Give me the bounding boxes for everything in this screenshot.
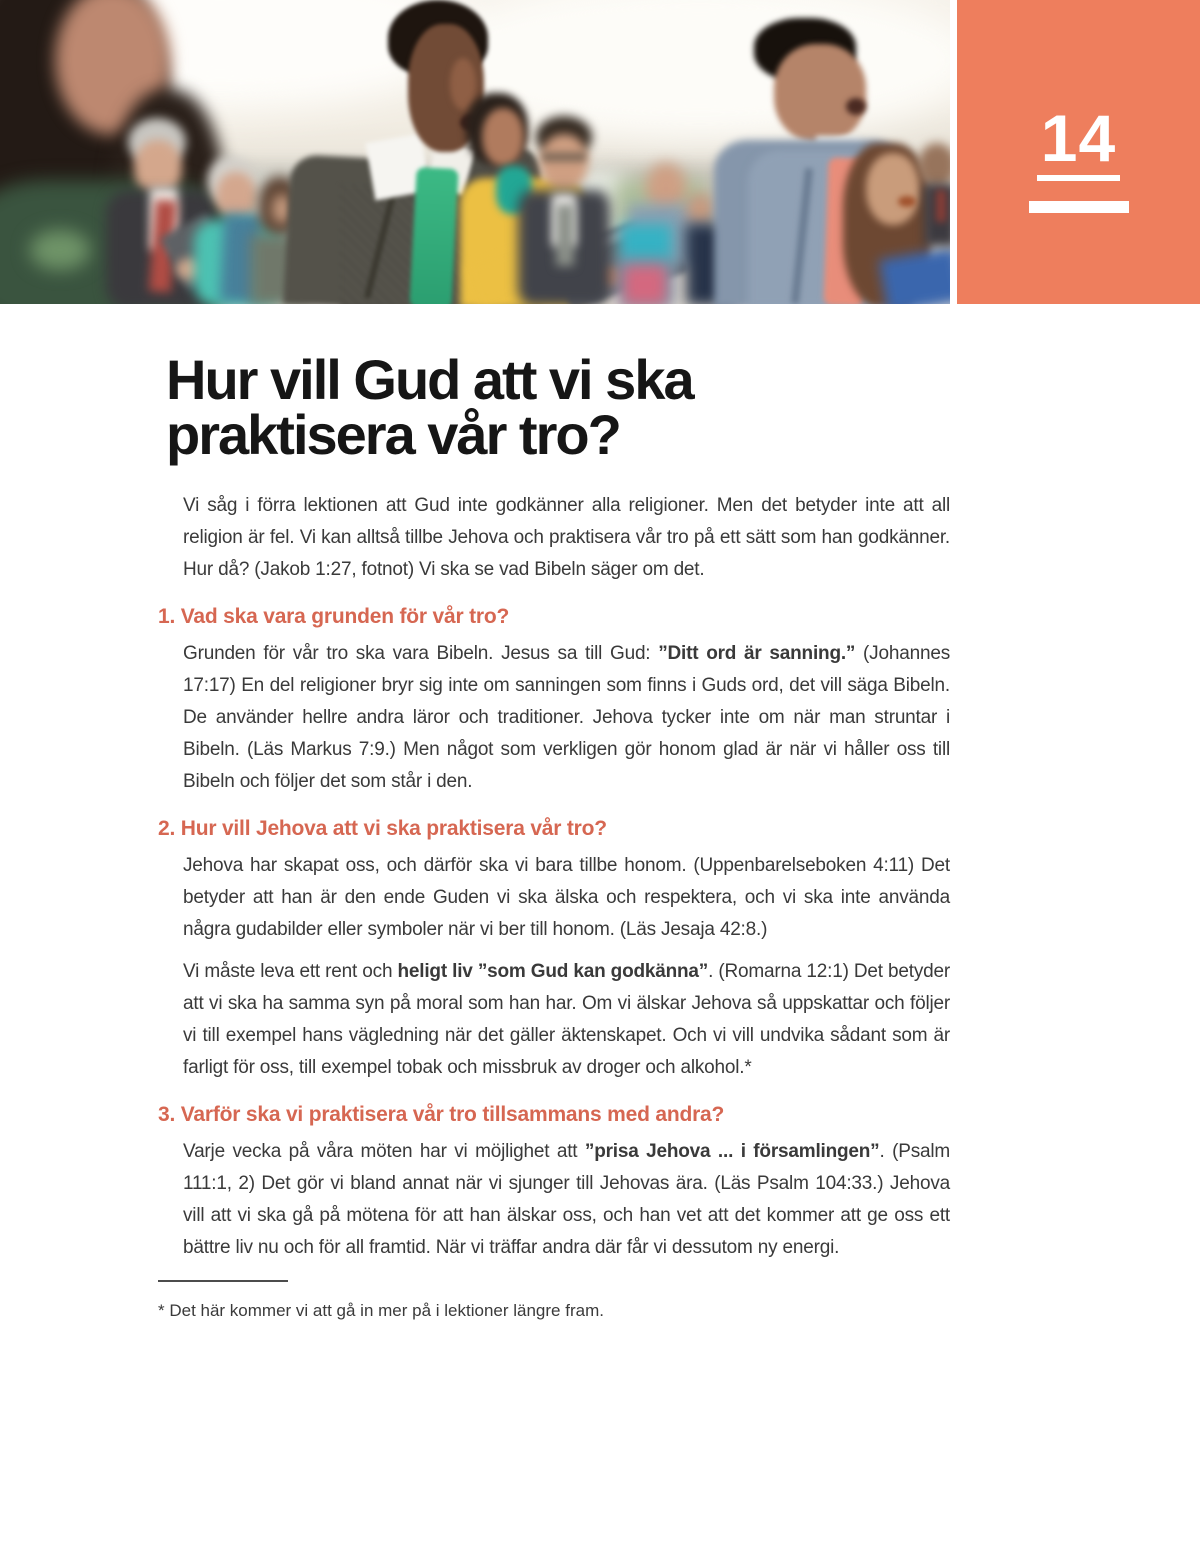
section-2-paragraph-2 [183, 956, 950, 1084]
page-title: Hur vill Gud att vi ska praktisera vår tro? [166, 348, 693, 466]
section-1-heading: 1. Vad ska vara grunden för vår tro? [158, 605, 510, 628]
badge-underline-bar [1029, 201, 1129, 213]
text-run: Vi måste leva ett rent och [183, 961, 398, 982]
text-run: Jehova har skapat oss, och därför ska vi bara tillbe honom. (Uppenbarelseboken 4:11) Det betyder att han är den ende Guden vi ska älska och respektera, och vi ska inte använda några gudabilder eller symboler när vi ber till honom. (Läs Jesaja 42:8.) [183, 855, 950, 940]
section-2-heading: 2. Hur vill Jehova att vi ska praktisera vår tro? [158, 817, 607, 840]
text-run: Grunden för vår tro ska vara Bibeln. Jesus sa till Gud: [183, 643, 659, 664]
section-1-paragraph-1 [183, 638, 950, 798]
article [158, 348, 951, 1340]
text-run: Varje vecka på våra möten har vi möjlighet att [183, 1141, 585, 1162]
section-3-heading: 3. Varför ska vi praktisera vår tro tillsammans med andra? [158, 1103, 725, 1126]
lesson-number-badge [957, 0, 1200, 304]
text-run-bold: ”Ditt ord är sanning.” [658, 643, 856, 664]
header-photo-congregation-singing [0, 0, 950, 304]
text-run-bold: ”prisa Jehova ... i församlingen” [584, 1141, 880, 1162]
lesson-number: 14 [1037, 105, 1120, 181]
text-run: . (Psalm 111:1, 2) Det gör vi bland annat när vi sjunger till Jehovas ära. (Läs Psalm 104:33.) Jehova vill att vi ska gå på mötena för att han älskar oss, och han vet att det kommer att ge oss ett bättre liv nu och för all framtid. När vi träffar andra där får vi dessutom ny energi. [183, 1141, 951, 1258]
text-run: . (Romarna 12:1) Det betyder att vi ska ha samma syn på moral som han har. Om vi älskar Jehova så uppskattar och följer vi till exempel hans vägledning när det gäller äktenskapet. Och vi vill undvika sådant som är farligt för oss, till exempel tobak och missbruk av droger och alkohol.* [183, 961, 950, 1078]
section-2-paragraph-1 [183, 850, 950, 946]
section-2 [158, 816, 950, 1084]
section-1 [158, 604, 950, 798]
text-run-bold: heligt liv ”som Gud kan godkänna” [397, 961, 709, 982]
text-run: (Johannes 17:17) En del religioner bryr sig inte om sanningen som finns i Guds ord, det vill säga Bibeln. De använder hellre andra läror och traditioner. Jehova tycker inte om när man struntar i Bibeln. (Läs Markus 7:9.) Men något som verkligen gör honom glad är när vi håller oss till Bibeln och följer det som står i den. [183, 643, 950, 792]
photo-person-right-woman [0, 0, 950, 304]
section-3 [158, 1102, 950, 1264]
intro-paragraph: Vi såg i förra lektionen att Gud inte godkänner alla religioner. Men det betyder inte att all religion är fel. Vi kan alltså tillbe Jehova och praktisera vår tro på ett sätt som han godkänner. Hur då? (Jakob 1:27, fotnot) Vi ska se vad Bibeln säger om det. [183, 495, 950, 580]
section-3-paragraph-1 [183, 1136, 950, 1264]
footnote: * Det här kommer vi att gå in mer på i lektioner längre fram. [158, 1301, 604, 1320]
footnote-separator [158, 1280, 288, 1282]
